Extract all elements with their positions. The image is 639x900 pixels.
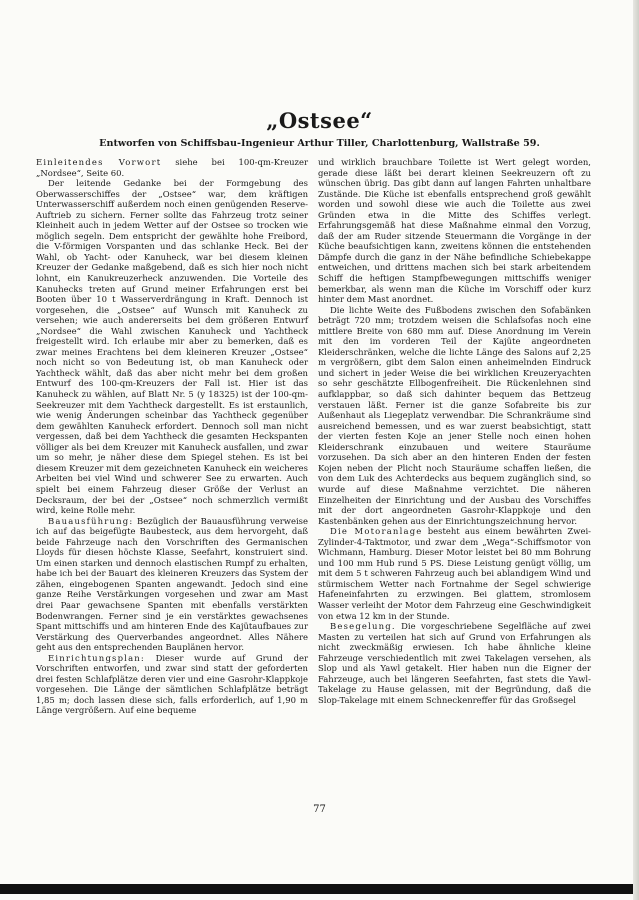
paragraph-text: Der leitende Gedanke bei der Formgebung des Oberwasserschiffes der „Ostsee“ war, dem kräftigen Unterwasserschiff außerdem noch einen genügenden Reserve-Auftrieb zu sichern. Ferner sollte das Fahrzeug trotz seiner Kleinheit auch in jedem Wetter auf der Ostsee so trocken wie möglich segeln. Dem entspricht der gewählte hohe Freibord, die V-förmigen Vorspanten und das schlanke Heck. Bei der Wahl, ob Yacht- oder Kanuheck, war bei diesem kleinen Kreuzer der Gedanke maßgebend, daß es sich hier noch nicht lohnt, ein Kanukreuzerheck anzuwenden. Die Vorteile des Kanuhecks treten auf Grund meiner Erfahrungen erst bei Booten über 10 t Wasserverdrängung in Kraft. Dennoch ist vorgesehen, die „Ostsee“ auf Wunsch mit Kanuheck zu versehen; wie auch andererseits bei dem größeren Entwurf „Nordsee“ die Wahl zwischen Kanuheck und Yachtheck freigestellt wird. Ich erlaube mir aber zu bemerken, daß es zwar meines Erachtens bei dem kleineren Kreuzer „Ostsee“ noch nicht so von Bedeutung ist, ob man Kanuheck oder Yachtheck wählt, daß das aber nicht mehr bei dem großen Entwurf des 100-qm-Kreuzers der Fall ist. Hier ist das Kanuheck zu wählen, auf Blatt Nr. 5 (y 18325) ist der 100-qm-Seekreuzer mit dem Yachtheck dargestellt. Es ist erstaunlich, wie wenig Änderungen scheinbar das Yachtheck gegenüber dem gewählten Kanuheck erfordert. Dennoch soll man nicht vergessen, daß bei dem Yachtheck die gesamten Heckspanten völliger als bei dem Kreuzer mit Kanuheck ausfallen, und zwar um so mehr, je näher diese dem Spiegel stehen. Es ist bei diesem Kreuzer mit dem gezeichneten Kanuheck ein weicheres Arbeiten bei viel Wind und schwerer See zu erwarten. Auch spielt bei einem Fahrzeug dieser Größe der Verlust an Decksraum, der bei der „Ostsee“ noch schmerzlich vermißt wird, keine Rolle mehr.	[36, 178, 308, 516]
paragraph-lead: Einleitendes Vorwort	[36, 157, 162, 167]
paragraph	[36, 653, 308, 716]
right-column	[318, 157, 591, 705]
paragraph-text: besteht aus einem bewährten Zwei-Zylinder-4-Taktmotor, und zwar dem „Wega“-Schiffsmotor von Wichmann, Hamburg. Dieser Motor leistet bei 80 mm Bohrung und 100 mm Hub rund 5 PS. Diese Leistung genügt völlig, um mit dem 5 t schweren Fahrzeug auch bei ablandigem Wind und stürmischem Wetter nach Fortnahme der Segel schwierige Hafeneinfahrten zu erzwingen. Bei glattem, stromlosem Wasser verleiht der Motor dem Fahrzeug eine Geschwindigkeit von etwa 12 km in der Stunde.	[318, 526, 592, 621]
paragraph	[36, 157, 308, 178]
article-subtitle: Entworfen von Schiffsbau-Ingenieur Arthur Tiller, Charlottenburg, Wallstraße 59.	[99, 138, 540, 149]
page-number: 77	[313, 804, 326, 815]
paragraph	[318, 621, 591, 705]
paragraph-lead: Besegelung.	[330, 621, 396, 632]
paragraph-text: siehe bei 100-qm-Kreuzer „Nordsee“, Seite 60.	[36, 157, 308, 178]
paragraph	[36, 516, 308, 653]
paragraph-text: Die lichte Weite des Fußbodens zwischen den Sofabänken beträgt 720 mm; trotzdem weisen die Schlafsofas noch eine mittlere Breite von 680 mm auf. Diese Anordnung im Verein mit den im vorderen Teil der Kajüte angeordneten Kleiderschränken, welche die lichte Länge des Salons auf 2,25 m vergrößern, gibt dem Salon einen anheimelnden Eindruck und sichert in jeder Weise die bei wirklichen Kreuzeryachten so sehr geschätzte Ellbogenfreiheit. Die Rückenlehnen sind aufklappbar, so daß sich dahinter bequem das Bettzeug verstauen läßt. Ferner ist die ganze Sofabreite bis zur Außenhaut als Liegeplatz verwendbar. Die Schrankräume sind ausreichend bemessen, und es war zuerst beabsichtigt, statt der vierten festen Koje an jener Stelle noch einen hohen Kleiderschrank einzubauen und weitere Stauräume vorzusehen. Da sich aber an den hinteren Enden der festen Kojen neben der Plicht noch Stauräume schaffen ließen, die von dem Luk des Achterdecks aus bequem zugänglich sind, so wurde auf diese Maßnahme verzichtet. Die näheren Einzelheiten der Einrichtung und der Ausbau des Vorschiffes mit der dort angeordneten Gasrohr-Klappkoje und den Kastenbänken gehen aus der Einrichtungszeichnung hervor.	[318, 304, 591, 526]
paragraph-text: und wirklich brauchbare Toilette ist Wert gelegt worden, gerade diese läßt bei derart kleinen Seekreuzern oft zu wünschen übrig. Das gibt dann auf langen Fahrten unhaltbare Zustände. Die Küche ist ebenfalls entsprechend groß gewählt worden und sowohl diese wie auch die Toilette aus zwei Gründen etwa in die Mitte des Schiffes verlegt. Erfahrungsgemäß hat diese Maßnahme einmal den Vorzug, daß der am Ruder sitzende Steuermann die Vorgänge in der Küche beaufsichtigen kann, zweitens können die entstehenden Dämpfe durch die ganz in der Nähe befindliche Schiebekappe entweichen, und drittens machen sich bei stark arbeitendem Schiff die heftigen Stampfbewegungen mittschiffs weniger bemerkbar, als wenn man die Küche im Vorschiff oder kurz hinter dem Mast anordnet.	[318, 157, 591, 305]
paragraph-text: Bezüglich der Bauausführung verweise ich auf das beigefügte Baubesteck, aus dem hervorgeht, daß beide Fahrzeuge nach den Vorschriften des Germanischen Lloyds für diesen höchste Klasse, Seefahrt, konstruiert sind. Um einen starken und dennoch elastischen Rumpf zu erhalten, habe ich bei der Bauart des kleineren Kreuzers das System der zähen, eingebogenen Spanten angewandt. Jedoch sind eine ganze Reihe Verstärkungen vorgesehen und zwar am Mast drei Paar gewachsene Spanten mit ebenfalls verstärkten Bodenwrangen. Ferner sind je ein verstärktes gewachsenes Spant mittschiffs und am hinteren Ende des Kajütaufbaues zur Verstärkung des Querverbandes angeordnet. Alles Nähere geht aus den entsprechenden Bauplänen hervor.	[36, 515, 308, 653]
paragraph	[318, 526, 591, 621]
paragraph-lead: Bauausführung:	[48, 515, 134, 526]
scan-edge	[633, 0, 639, 900]
paragraph-lead: Die Motoranlage	[330, 526, 423, 537]
paragraph-text: Dieser wurde auf Grund der Vorschriften entworfen, und zwar sind statt der geforderten drei festen Schlafplätze deren vier und eine Gasrohr-Klappkoje vorgesehen. Die Länge der sämtlichen Schlafplätze beträgt 1,85 m; doch lassen diese sich, falls erforderlich, auf 1,90 m Länge vergrößern. Auf eine bequeme	[36, 652, 308, 716]
paragraph	[36, 178, 308, 516]
paragraph-text: Die vorgeschriebene Segelfläche auf zwei Masten zu verteilen hat sich auf Grund von Erfahrungen als nicht zweckmäßig erwiesen. Ich habe ähnliche kleine Fahrzeuge verschiedentlich mit zwei Takelagen versehen, als Slop und als Yawl getakelt. Hier haben nun die Eigner der Fahrzeuge, auch bei längeren Seefahrten, fast stets die Yawl-Takelage zu Hause gelassen, mit der Begründung, daß die Slop-Takelage mit einem Schneckenreffer für das Großsegel	[318, 621, 591, 705]
article-title: „Ostsee“	[266, 108, 373, 133]
scan-border	[0, 884, 639, 894]
left-column	[36, 157, 308, 716]
paragraph-lead: Einrichtungsplan:	[48, 652, 145, 663]
paragraph	[318, 305, 591, 526]
paragraph	[318, 157, 591, 305]
